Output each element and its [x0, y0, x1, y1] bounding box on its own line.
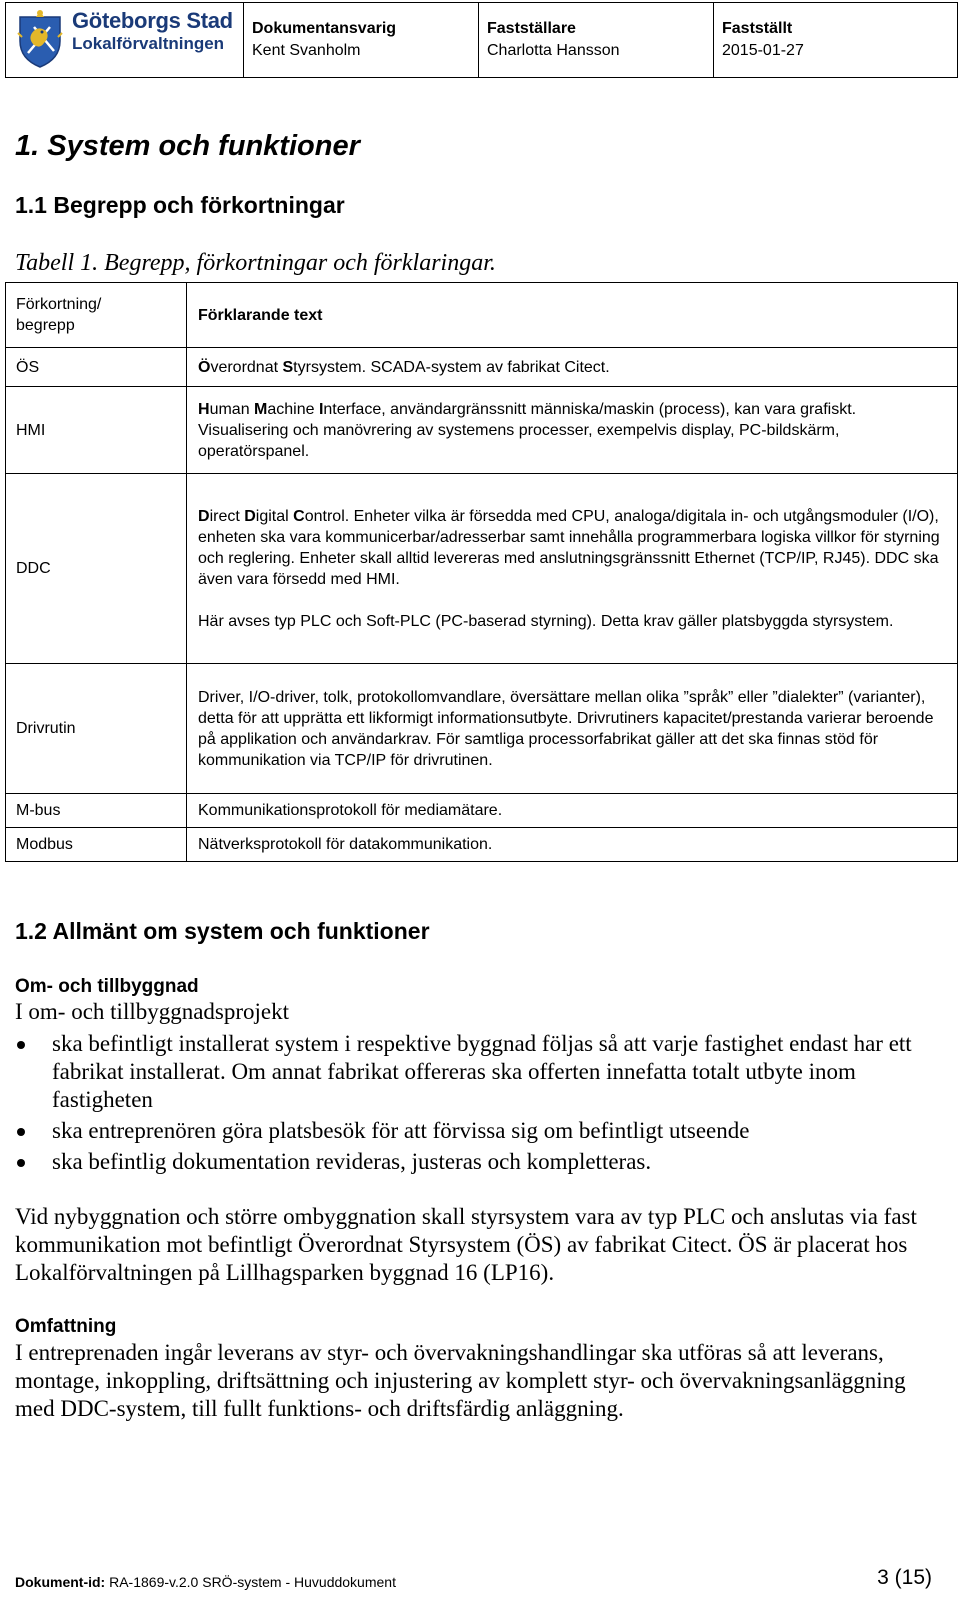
term-drivrutin: Drivrutin	[6, 664, 187, 794]
intro-text: I om- och tillbyggnadsprojekt	[15, 999, 290, 1024]
desc-drivrutin: Driver, I/O-driver, tolk, protokollomvandlare, översättare mellan olika ”språk” eller ”dialekter” (varianter), detta för att upprätta ett likformigt informationsutbyte. Drivrutiners kapacitet/prestanda varierar beroende på applikation och användarkrav. För samtliga processorfabrikat gäller att det ska finnas stöd för kommunikation via TCP/IP för drivrutinen.	[187, 664, 958, 794]
list-item-text: ska befintligt installerat system i respektive byggnad följas så att varje fastighet endast har ett fabrikat installerat. Om annat fabrikat offereras ska offerten innefatta totalt utbyte inom fastigheten	[52, 1031, 912, 1112]
ddc-note: Här avses typ PLC och Soft-PLC (PC-baserad styrning). Detta krav gäller platsbyggda styrsystem.	[198, 612, 894, 630]
table-row	[6, 828, 958, 862]
term-hmi: HMI	[6, 387, 187, 474]
desc-hmi	[187, 387, 958, 474]
owner-label: Dokumentansvarig	[252, 20, 397, 37]
list-item	[15, 1117, 915, 1145]
table-row	[6, 387, 958, 474]
requirements-list	[15, 1030, 915, 1179]
bullet-icon	[17, 1128, 25, 1136]
list-item-text: ska befintlig dokumentation revideras, justeras och kompletteras.	[52, 1149, 652, 1174]
list-item-text: ska entreprenören göra platsbesök för att förvissa sig om befintligt utseende	[52, 1118, 750, 1143]
table-header-row	[6, 283, 958, 348]
header-owner	[244, 3, 479, 77]
subheading-renovation: Om- och tillbyggnad	[15, 976, 199, 997]
page-number: 3 (15)	[877, 1566, 932, 1589]
initial: D	[244, 507, 256, 525]
subheading-scope: Omfattning	[15, 1316, 117, 1337]
logo-line-1: Göteborgs Stad	[72, 8, 233, 33]
header-approver	[479, 3, 714, 77]
text-part: uman	[209, 400, 255, 418]
logo-block	[6, 3, 244, 77]
initial: Ö	[198, 358, 211, 376]
approved-label: Fastställt	[722, 20, 793, 37]
approved-date: 2015-01-27	[722, 42, 804, 59]
initial: S	[282, 358, 294, 376]
text-part: ontrol. Enheter vilka är försedda med CPU, analoga/digitala in- och utgångsmoduler (I/O), enheten ska vara kommunicerbar/adresserbar samt innehålla programmerbara logiska villkor för styrning och reglering. Enheter skall alltid levereras med anslutningsgränssnitt Ethernet (TCP/IP, RJ45). DDC ska även vara försedd med HMI.	[198, 507, 940, 588]
text-part: igital	[255, 507, 294, 525]
paragraph-new-build: Vid nybyggnation och större ombyggnation skall styrsystem vara av typ PLC och anslutas via fast kommunikation mot befintligt Överordnat Styrsystem (ÖS) av fabrikat Citect. ÖS är placerat hos Lokalförvaltningen på Lillhagsparken byggnad 16 (LP16).	[15, 1204, 917, 1285]
initial: H	[198, 400, 210, 418]
table-row	[6, 664, 958, 794]
desc-os	[187, 348, 958, 387]
document-id-value: RA-1869-v.2.0 SRÖ-system - Huvuddokument	[105, 1574, 396, 1590]
text-part: verordnat	[210, 358, 283, 376]
definitions-table	[5, 282, 958, 862]
section-1-2-title: 1.2 Allmänt om system och funktioner	[15, 918, 430, 944]
header-approved	[714, 3, 957, 77]
initial: D	[198, 507, 210, 525]
table-row	[6, 794, 958, 828]
term-ddc: DDC	[6, 474, 187, 664]
section-1-1-title: 1.1 Begrepp och förkortningar	[15, 192, 345, 218]
term-os: ÖS	[6, 348, 187, 387]
table-caption: Tabell 1. Begrepp, förkortningar och förklaringar.	[15, 250, 496, 276]
document-id	[15, 1574, 396, 1590]
table-row	[6, 348, 958, 387]
list-item	[15, 1148, 915, 1176]
list-item	[15, 1030, 915, 1114]
bullet-icon	[17, 1041, 25, 1049]
desc-modbus: Nätverksprotokoll för datakommunikation.	[187, 828, 958, 862]
table-row	[6, 474, 958, 664]
text-part: nterface, användargränssnitt människa/maskin (process), kan vara grafiskt. Visualisering och manövrering av systemens processer, exempelvis display, PC-bildskärm, operatörspanel.	[198, 400, 857, 460]
text-part: irect	[209, 507, 245, 525]
initial: C	[293, 507, 305, 525]
logo-line-2: Lokalförvaltningen	[72, 34, 225, 53]
initial: I	[318, 400, 324, 418]
term-modbus: Modbus	[6, 828, 187, 862]
section-1-title: 1. System och funktioner	[15, 130, 360, 162]
document-id-label: Dokument-id:	[15, 1574, 106, 1590]
term-mbus: M-bus	[6, 794, 187, 828]
text-part: tyrsystem. SCADA-system av fabrikat Citect.	[293, 358, 610, 376]
document-header	[5, 2, 958, 78]
text-part: achine	[267, 400, 319, 418]
approver-label: Fastställare	[487, 20, 576, 37]
approver-value: Charlotta Hansson	[487, 42, 620, 59]
paragraph-scope: I entreprenaden ingår leverans av styr- och övervakningshandlingar ska utföras så att leverans, montage, inkoppling, driftsättning och injustering av komplett styr- och övervakningsanläggning med DDC-system, till fullt funktions- och driftsfärdig anläggning.	[15, 1340, 906, 1421]
initial: M	[254, 400, 268, 418]
desc-mbus: Kommunikationsprotokoll för mediamätare.	[187, 794, 958, 828]
desc-ddc	[187, 474, 958, 664]
bullet-icon	[17, 1159, 25, 1167]
gothenburg-crest-icon	[16, 7, 64, 71]
owner-value: Kent Svanholm	[252, 42, 361, 59]
header-description: Förklarande text	[187, 283, 958, 348]
header-term: Förkortning/ begrepp	[6, 283, 187, 348]
